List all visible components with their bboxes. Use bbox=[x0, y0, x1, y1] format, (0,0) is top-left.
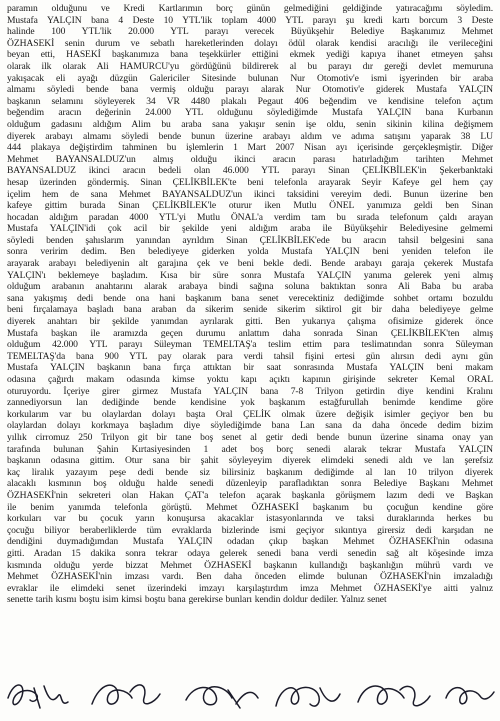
text-line: senette tarih kısmı boştu isim kimsi boştu bana gerekirse bunları kendin doldur dediler. Yalnız senet bbox=[7, 594, 387, 606]
text-line: olaylardan dolayı korkmaya başladım diye söylediğimde bana Lan sana da daha öncede dedim bizim bbox=[7, 420, 493, 432]
text-line: beni fırçalamaya başladı bana araban da sikerim senide sikerim siktirol git bir daha belediyeye gelme bbox=[7, 304, 493, 316]
text-line: arayarak arabayı belediyenin alt garajına çek ve beni bekle dedi. Bende arabayı garaja çekerek Mustafa bbox=[7, 258, 493, 270]
text-line: BAYANSALDUZ ikinci aracın bedeli olan 46.000 YTL parayı Sinan ÇELİKBİLEK'in Şekerbanktaki bbox=[7, 165, 493, 177]
handwritten-signature bbox=[276, 687, 340, 706]
text-line: içelim hem de sana Mehmet BAYANSALDUZ'un ikinci taksidini vereyim dedi. Bunun üzerine ben bbox=[7, 188, 493, 200]
text-line: beyan etti, HASEKİ başkanımıza bana teşekkürler ettiğini ekmek yediği kapıya ihanet etmeyen şahsı bbox=[7, 49, 493, 61]
text-line: zannediyorsun lan dediğinde bende kendisine yok başkanım estağfurullah benimde kendime göre bbox=[7, 397, 493, 409]
signature-row bbox=[0, 668, 500, 721]
text-line: gitti. Aradan 15 dakika sonra tekrar odaya gelerek senedi bana verdi senedin sağ alt köşesinde imza bbox=[7, 547, 493, 559]
text-line: dendiğini duymadığımdan Mustafa YALÇIN odadan çıkıp başkan Mehmet ÖZHASEKİ'nin odasına bbox=[7, 536, 493, 548]
text-line: başkanın odasına gittim. Otur sana bir şahit söyleyeyim diyerek elimdeki senedi aldı ve lan şerefsiz bbox=[7, 455, 493, 467]
text-line: beğendim aracın değerinin 24.000 YTL olduğunu söylediğimde Mustafa YALÇIN bana Kurbanın bbox=[7, 107, 493, 119]
statement-body bbox=[7, 3, 493, 606]
text-line: kaç liralık yazayım peşe dedi bende siz bilirsiniz başkanım dediğimde al lan 10 trilyon diyerek bbox=[7, 466, 493, 478]
text-line: TEMELTAŞ'da bana 900 YTL pay olarak para verdi tahsil fişini ertesi gün alırsın dedi aynı gün bbox=[7, 350, 493, 362]
handwritten-signature bbox=[8, 685, 68, 708]
text-line: kısmında olduğu yerde bizzat Mehmet ÖZHASEKİ başkanın kullandığı başkanlığın mührü vardı ve bbox=[7, 559, 493, 571]
text-line: halinde 100 YTL'lik 20.000 YTL parayı verecek Büyükşehir Belediye Başkanımız Mehmet bbox=[7, 26, 493, 38]
text-line: diyerek arabayı almamı söyledi bende bunun üzerine arabayı aldım ve adıma satışını yaparak 38 LU bbox=[7, 130, 493, 142]
text-line: Mustafa YALÇIN'idi çok acil bir şekilde yeni aldığım araba ile Büyükşehir Belediyesine gelmemi bbox=[7, 223, 493, 235]
handwritten-signature bbox=[186, 687, 258, 708]
text-line: Mustafa YALÇIN başkanın bana fırça attıktan bir saat sonrasında Mustafa YALÇIN beni makam bbox=[7, 362, 493, 374]
handwritten-signature bbox=[92, 685, 160, 704]
text-line: Mehmet BAYANSALDUZ'un almış olduğu ikinci aracın parası hatırladığım tarihten Mehmet bbox=[7, 153, 493, 165]
text-line: ÖZHASEKİ'nin sekreteri olan Hakan ÇAT'a telefon açarak başkanla görüşmem lazım dedi ve Başkan bbox=[7, 489, 493, 501]
text-line: almamı söyledi bende bana vermiş olduğu parayı alarak Nur Otomotiv'e giderek Mustafa YALÇIN bbox=[7, 84, 493, 96]
text-line: yıllık cirromuz 250 Trilyon git bir tane boş senet al getir dedi bende bunun üzerine sinama onay yan bbox=[7, 431, 493, 443]
text-line: YALÇIN'ı beklemeye başladım. Kısa bir süre sonra Mustafa YALÇIN yanıma gelerek yeni almış bbox=[7, 269, 493, 281]
text-line: yakışacak eli ayağı düzgün Galericiler Sitesinde bulunan Nur Otomotiv'e ismi işyerinden bir araba bbox=[7, 72, 493, 84]
text-line: hesap üzerinden göndermiş. Sinan ÇELİKBİLEK'te beni telefonla arayarak Seyir Kafeye gel hem çay bbox=[7, 176, 493, 188]
text-line: alacaklı kısmının boş olduğu halde senedi düzenleyip parafladıktan sonra Belediye Başkanı Mehmet bbox=[7, 478, 493, 490]
text-line: evraklar ile elimdeki senet üzerindeki imzayı karşılaştırdım imza Mehmet ÖZHASEKİ'ye aitti yalnız bbox=[7, 582, 493, 594]
text-line: oturuyordu. İçeriye girer girmez Mustafa YALÇIN bana 7-8 Trilyon getirdin diye kendini Kralını bbox=[7, 385, 493, 397]
text-line: sonra veririm dedim. Ben belediyeye giderken yolda Mustafa YALÇIN beni yeniden telefon ile bbox=[7, 246, 493, 258]
text-line: olarak ilk olarak Ali HAMURCU'yu gördüğünü bildirerek al bu parayı dır gereği devlet memuruna bbox=[7, 60, 493, 72]
text-line: tarafında bulunan Şahin Kırtasiyesinden 1 adet boş borç senedi alarak tekrar Mustafa YALÇIN bbox=[7, 443, 493, 455]
text-line: Mustafa YALÇIN bana 4 Deste 10 YTL'lik toplam 4000 YTL parayı şu kredi kartı borcum 3 Deste bbox=[7, 14, 493, 26]
text-line: korkuları var bu çocuk yarın konuşursa akacaklar istasyonlarında ve taksi duraklarında herkes bu bbox=[7, 513, 493, 525]
handwritten-signature bbox=[446, 688, 494, 704]
text-line: 444 plakaya değiştirdim tahminen bu işlemlerin 1 Mart 2007 Nisan ayı içerisinde gerçekleşmiştir. Diğer bbox=[7, 142, 493, 154]
text-line: ile benim yanımda telefonla görüştü. Mehmet ÖZHASEKİ başkanım bu çocuğun kendine göre bbox=[7, 501, 493, 513]
text-line: çocuğu biliyor beraberliklerde tüm evraklarda bizlerinde ismi geçiyor sıkıntıya girersiz dedi karşıdan ne bbox=[7, 524, 493, 536]
text-line: kafeye gittim burada Sinan ÇELİKBİLEK'le oturur iken Mutlu ÖNEL yanımıza geldi ben Sinan bbox=[7, 200, 493, 212]
text-line: diyerek anahtarı bir şekilde yanımdan ayrılarak gitti. Ben yukarıya çalışma ofisimize giderek önce bbox=[7, 316, 493, 328]
text-line: korkularım var bu olaylardan dolayı başta Oral ÇELİK olmak üzere değişik isimler geçiyor ben bu bbox=[7, 408, 493, 420]
text-line: sana yakışmış dedi bende ona hani başkanım bana senet verecektiniz dediğimde sohbet ortamı bozuldu bbox=[7, 292, 493, 304]
text-line: başkanın selamını söyleyerek 34 VR 4480 plakalı Pegaut 406 beğendim ve kendisine telefon açtım bbox=[7, 95, 493, 107]
text-line: odasına çağırdı makam odasında kimse yoktu kapı açıktı kapının girişinde sekreter Kemal ORAL bbox=[7, 374, 493, 385]
text-line: olduğum arabanın anahtarını alarak arabaya bindi sağına soluna baktıktan sonra Ali Baba bu araba bbox=[7, 281, 493, 293]
text-line: söyledi benden şahıslarım yanından ayrıldım Sinan ÇELİKBİLEK'ede bu aracın tahsil belgesini sana bbox=[7, 234, 493, 246]
text-line: olduğum 42.000 YTL parayı Süleyman TEMELTAŞ'a teslim ettim para teslimatından sonra Süleyman bbox=[7, 339, 493, 351]
text-line: Mustafa başkan ile aramızda geçen durumu anlattım daha sonrada Sinan ÇELİKBİLEK'ten almış bbox=[7, 327, 493, 339]
text-line: hocadan aldığım paradan 4000 YTL'yi Mutlu ÖNAL'a verdim tam bu sırada telefonum çaldı arayan bbox=[7, 211, 493, 223]
text-line: ÖZHASEKİ senin durum ve sebatlı hareketlerinden dolayı ödül olarak kendisi aracılığı ile verileceğini bbox=[7, 37, 493, 49]
text-line: paramın olduğunu ve Kredi Kartlarımın borç günün gelmediğini geldiğinde yatıracağımı söyledim. bbox=[7, 3, 493, 14]
handwritten-signature bbox=[358, 686, 430, 706]
text-line: Mehmet ÖZHASEKİ'nin imzası vardı. Ben daha önceden elimde bulunan ÖZHASEKİ'nin imzaladığı bbox=[7, 571, 493, 583]
text-line: olduğum gadasını aldığım Alim bu araba sana yakışır senin işe oldu, senin sikinin kilina değişmem bbox=[7, 118, 493, 130]
